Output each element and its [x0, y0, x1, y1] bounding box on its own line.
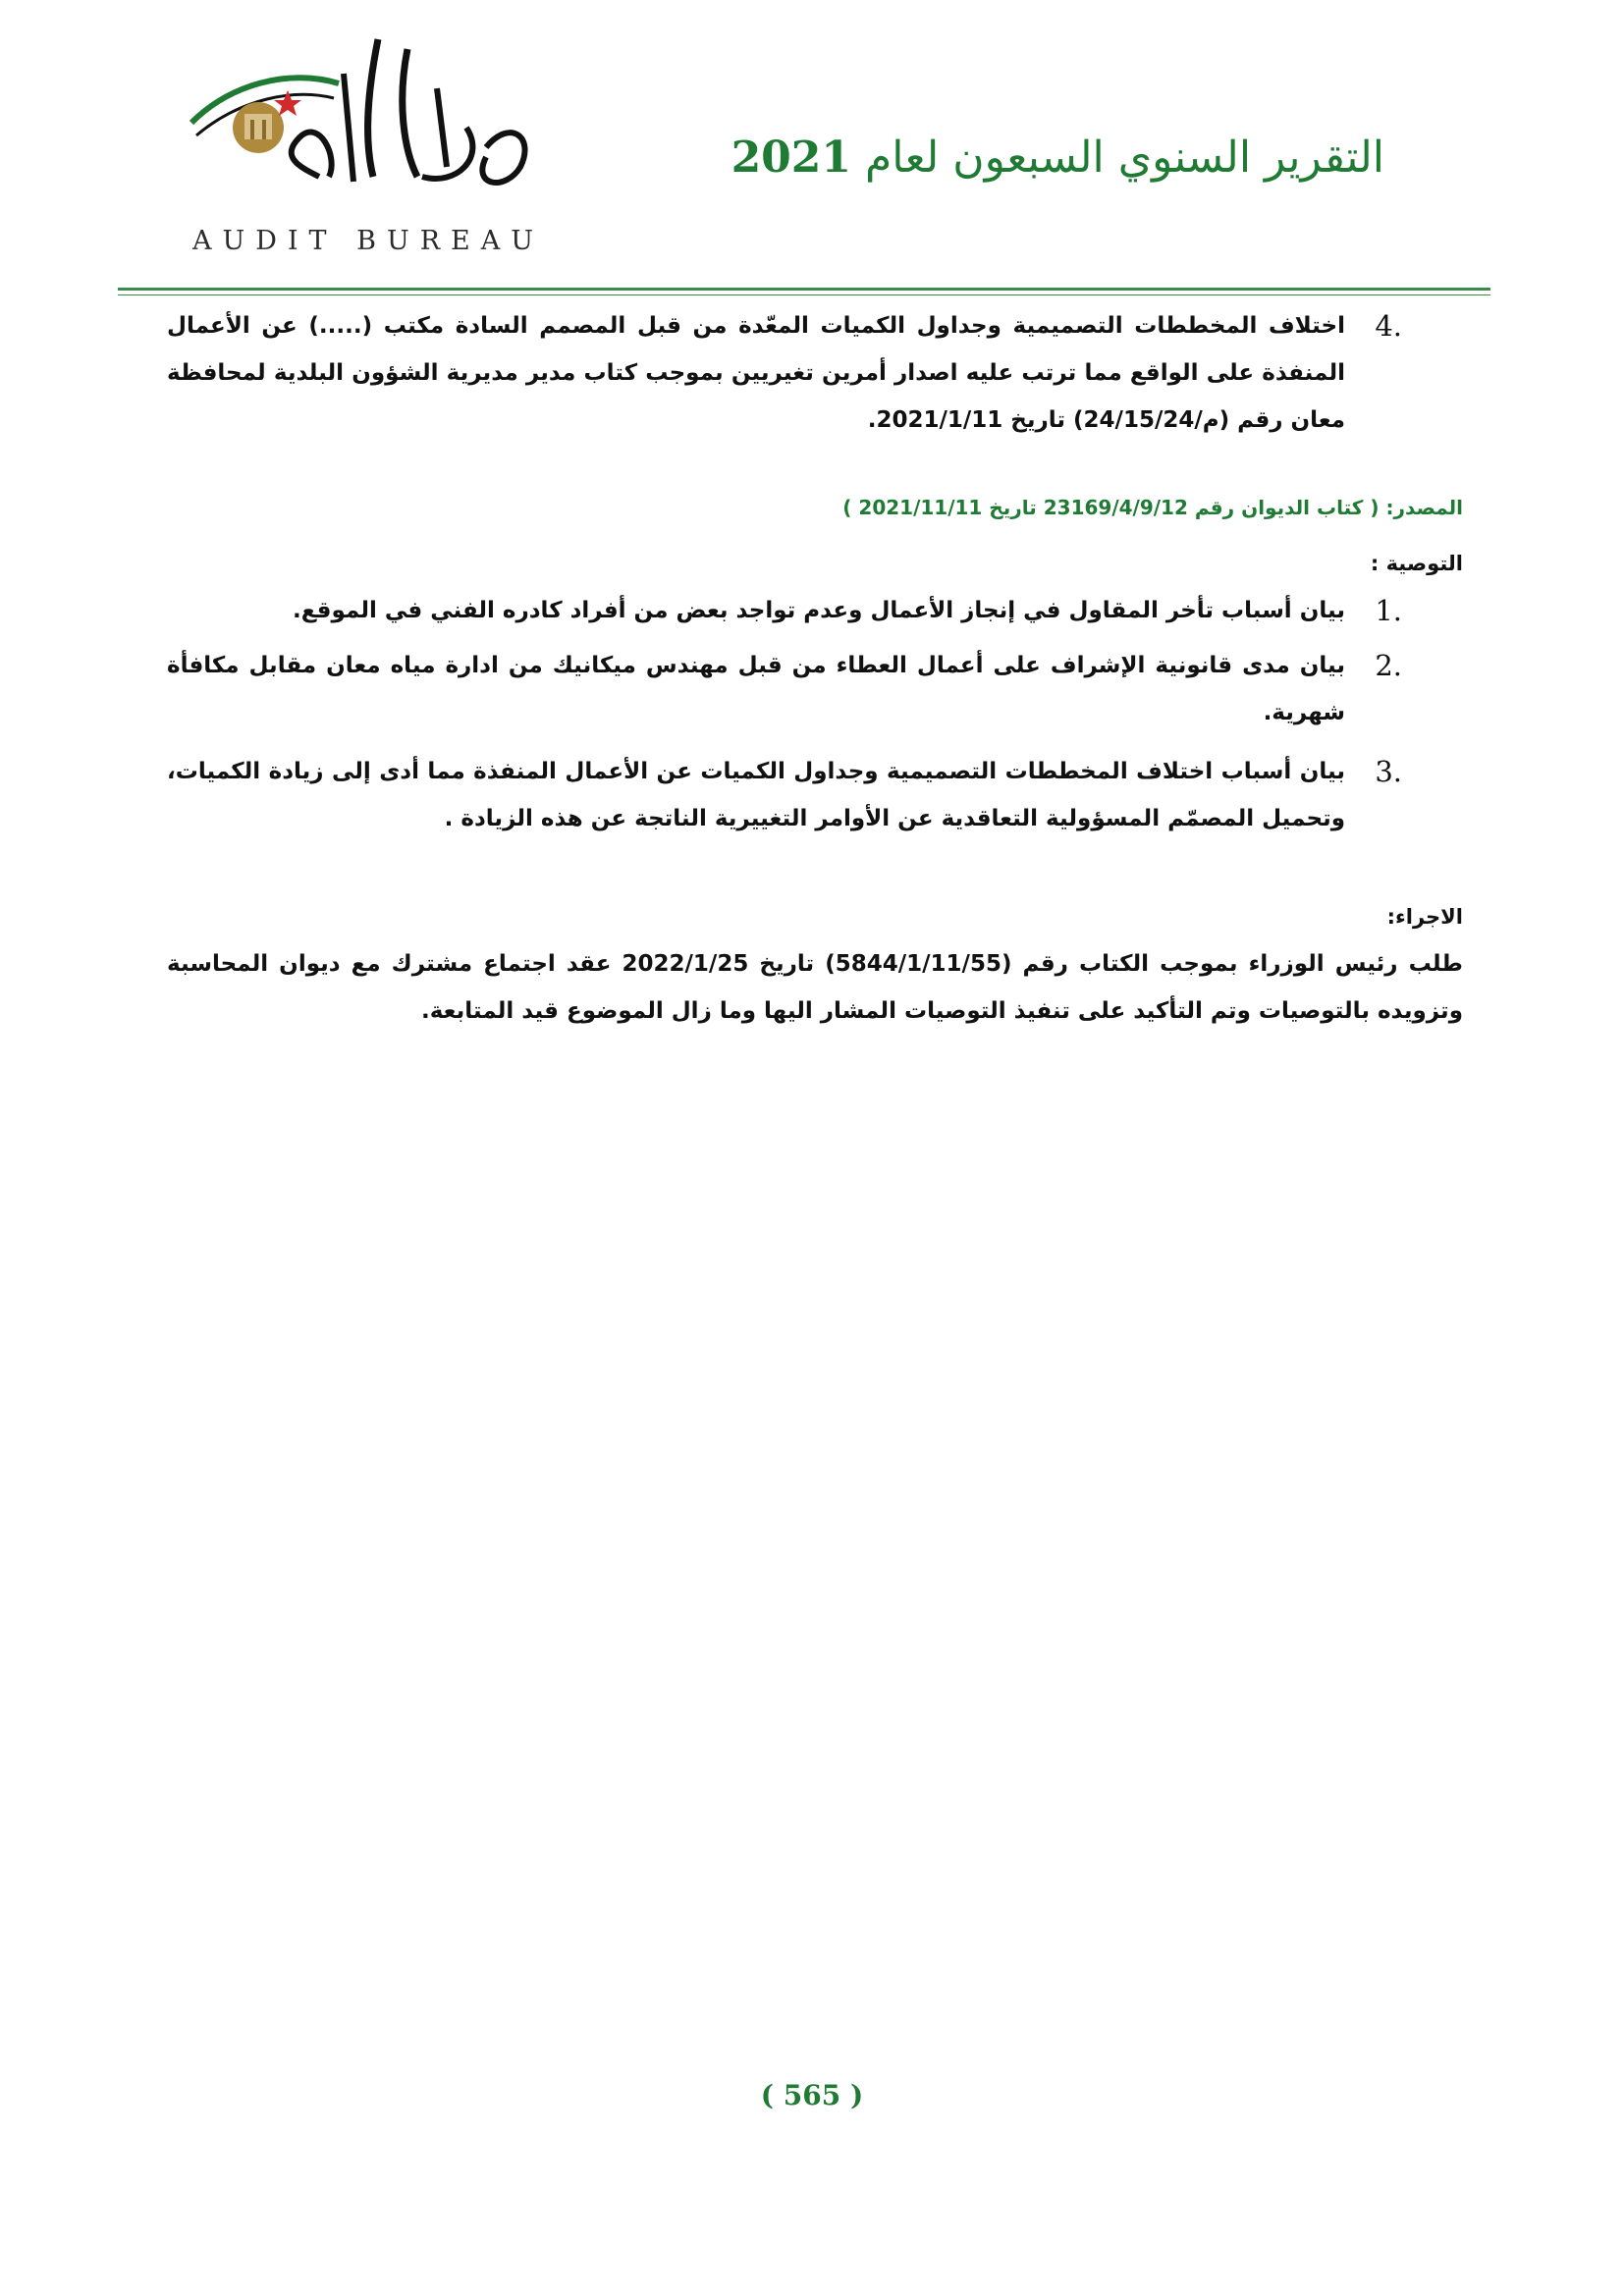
recommendation-heading: التوصية : [1370, 552, 1463, 575]
recommendation-text: بيان مدى قانونية الإشراف على أعمال العطاء من قبل مهندس ميكانيك من ادارة مياه معان مقابل مكافأة شهرية. [167, 653, 1345, 725]
finding-item-4 [167, 302, 1463, 444]
recommendation-number: 1. [1375, 594, 1402, 627]
logo-caption: AUDIT BUREAU [191, 226, 545, 256]
recommendation-text: بيان أسباب تأخر المقاول في إنجاز الأعمال وعدم تواجد بعض من أفراد كادره الفني في الموقع. [292, 598, 1345, 623]
report-title [731, 133, 1384, 183]
finding-item [167, 302, 1463, 444]
finding-number: 4. [1375, 309, 1402, 343]
recommendation-number: 2. [1375, 649, 1402, 682]
report-title-year: 2021 [731, 133, 852, 183]
recommendation-number: 3. [1375, 755, 1402, 788]
audit-bureau-logo [172, 29, 565, 260]
report-title-text: التقرير السنوي السبعون لعام [865, 133, 1384, 183]
recommendation-item [167, 748, 1463, 842]
recommendation-item [167, 587, 1463, 634]
page-header [0, 0, 1624, 285]
page-number: ( 565 ) [760, 2079, 864, 2111]
recommendation-text: بيان أسباب اختلاف المخططات التصميمية وجداول الكميات عن الأعمال المنفذة مما أدى إلى زيادة الكميات، وتحميل المصمّم المسؤولية التعاقدية عن الأوامر التغييرية الناتجة عن هذه الزيادة . [167, 759, 1345, 831]
action-text: طلب رئيس الوزراء بموجب الكتاب رقم (5844/1/11/55) تاريخ 2022/1/25 عقد اجتماع مشترك مع ديوان المحاسبة وتزويده بالتوصيات وتم التأكيد على تنفيذ التوصيات المشار اليها وما زال الموضوع قيد المتابعة. [167, 951, 1463, 1024]
recommendation-section [167, 546, 1463, 842]
action-heading: الاجراء: [1386, 905, 1463, 929]
action-section [167, 899, 1463, 1035]
header-divider-thick [118, 288, 1490, 291]
finding-text: اختلاف المخططات التصميمية وجداول الكميات المعّدة من قبل المصمم السادة مكتب (.....) عن الأعمال المنفذة على الواقع مما ترتب عليه اصدار أمرين تغيريين بموجب كتاب مدير مديرية الشؤون البلدية لمحافظة معان رقم (م/24/15/24) تاريخ 2021/1/11. [167, 313, 1345, 433]
header-divider-thin [118, 294, 1490, 295]
recommendation-item [167, 642, 1463, 736]
source-line: المصدر: ( كتاب الديوان رقم 23169/4/9/12 تاريخ 2021/11/11 ) [842, 496, 1463, 519]
audit-bureau-emblem-icon [172, 29, 565, 226]
source-block [167, 491, 1463, 524]
